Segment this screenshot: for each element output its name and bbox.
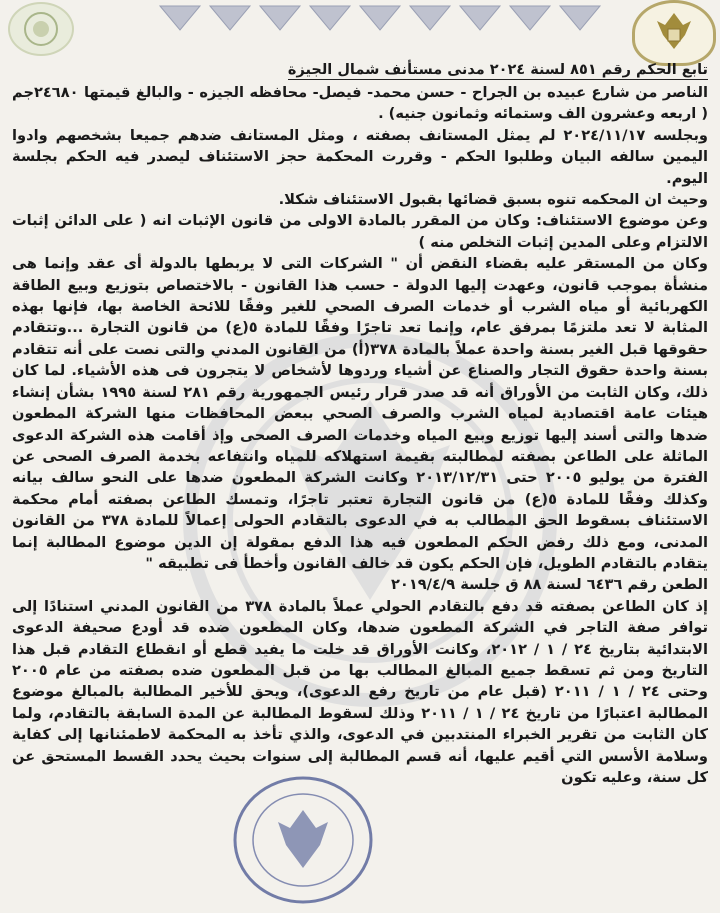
paragraph-hearing-session: وبجلسه ٢٠٢٤/١١/١٧ لم يمثل المستانف بصفته ، ومثل المستانف ضدهم جميعا بشخصهم وادوا اليمين سالفه البيان وطلبوا الحكم - وقررت المحكمة حجز الاستئناف ليصدر فيه الحكم بجلسة اليوم.	[12, 126, 708, 187]
case-reference-header: تابع الحكم رقم ٨٥١ لسنة ٢٠٢٤ مدنى مستأنف شمال الجيزة	[287, 62, 708, 78]
paragraph-property-description: الناصر من شارع عبيده بن الجراح - حسن محمد- فيصل- محافظه الجيزه - والبالغ قيمتها ٢٤٦٨٠جم ( اربعه وعشرون الف وستمائه وثمانون جنيه) .	[12, 84, 708, 123]
decorative-border	[150, 0, 610, 36]
egypt-eagle-logo	[632, 0, 716, 66]
eagle-icon	[635, 3, 713, 63]
letterhead	[0, 0, 720, 62]
emblem-icon	[10, 4, 72, 54]
paragraph-form-acceptance: وحيث ان المحكمه تنوه بسبق قضائها بقبول الاستئناف شكلا.	[278, 191, 708, 209]
court-logo-left	[8, 2, 74, 56]
official-stamp	[228, 770, 378, 910]
paragraph-cassation-precedent: وكان من المستقر عليه بقضاء النقض أن " الشركات التى لا يربطها بالدولة أى عقد وإنما هى منشأة بموجب قانون، وعهدت إليها الدولة - حسب هذا القانون - بالاختصاص بتوزيع وبيع الطاقة الكهربائية أو مياه الشرب أو خدمات الصرف الصحي للغير وفقًا للائحة الخاصة بها، فإنها بهذه المثابة لا تعد ملتزمًا بمرفق عام، وإنما تعد تاجرًا وفقًا للمادة ٥(ع) من قانون التجارة ...وتتقادم حقوقها قبل الغير بسنة واحدة عملاً بالمادة ٣٧٨(أ) من القانون المدني والتى نصت على أنه تتقادم بسنة واحدة حقوق التجار والصناع عن أشياء وردوها لأشخاص لا يتجرون فى هذه الأشياء. لما كان ذلك، وكان الثابت من الأوراق أنه قد صدر قرار رئيس الجمهورية رقم ٢٨١ لسنة ١٩٩٥ بشأن إنشاء هيئات عامة اقتصادية لمياه الشرب والصرف الصحي ببعض المحافظات منها الشركة المطعون ضدها والتى أسند إليها توزيع وبيع المياه وخدمات الصرف الصحى وإذ أقامت هذه الشركة الدعوى الماثلة على الطاعن بصفته لمطالبته بقيمة استهلاكه للمياه وانتفاعه بخدمة الصرف الصحى عن الفترة من يوليو ٢٠٠٥ حتى ٢٠١٣/١٢/٣١ وكانت الشركة المطعون ضدها على النحو سالف بيانه وكذلك وفقًا للمادة ٥(ع) من قانون التجارة تعتبر تاجرًا، وتمسك الطاعن بصفته أمام محكمة الاستئناف بسقوط الحق المطالب به في الدعوى بالتقادم الحولى إعمالاً للمادة ٣٧٨ من القانون المدنى، ومع ذلك رفض الحكم المطعون فيه هذا الدفع بمقولة إن الدين موضوع المطالبة إنما يتقادم بالتقادم الطويل، فإن الحكم يكون قد خالف القانون وأخطأ فى تطبيقه "	[12, 255, 708, 572]
paragraph-appeal-citation: الطعن رقم ٦٤٣٦ لسنة ٨٨ ق جلسة ٢٠١٩/٤/٩	[391, 576, 708, 594]
paragraph-appeal-subject: وعن موضوع الاستئناف: وكان من المقرر بالمادة الاولى من قانون الإثبات انه ( على الدائن إثبات الالتزام وعلى المدين إثبات التخلص منه )	[12, 212, 708, 251]
paragraph-prescription-reasoning: إذ كان الطاعن بصفته قد دفع بالتقادم الحولي عملاً بالمادة ٣٧٨ من القانون المدني استنادًا إلى توافر صفة التاجر في الشركة المطعون ضدها، وكان المطعون ضده قد أودع صحيفة الدعوى الابتدائية بتاريخ ٢٤ / ١ / ٢٠١٢، وكانت الأوراق قد خلت ما يفيد قطع أو انقطاع التقادم قبل هذا التاريخ ومن ثم تسقط جميع المبالغ المطالب بها من قبل المطعون ضده بصفته من عام ٢٠٠٥ وحتى ٢٤ / ١ / ٢٠١١ (قبل عام من تاريخ رفع الدعوى)، ويحق للأخير المطالبة بالمبالغ موضوع المطالبة اعتبارًا من تاريخ ٢٤ / ١ / ٢٠١١ وذلك لسقوط المطالبة عن المدة السابقة بالتقادم، ولما كان الثابت من تقرير الخبراء المنتدبين في الدعوى، والذي تأخذ به المحكمة لاطمئنانها إلى كفاية وسلامة الأسس التي أقيم عليها، أنه قسم المطالبة إلى سنوات بحيث يحدد القسط المستحق عن كل سنة، وعليه تكون	[12, 597, 708, 786]
judgment-body	[12, 82, 708, 788]
